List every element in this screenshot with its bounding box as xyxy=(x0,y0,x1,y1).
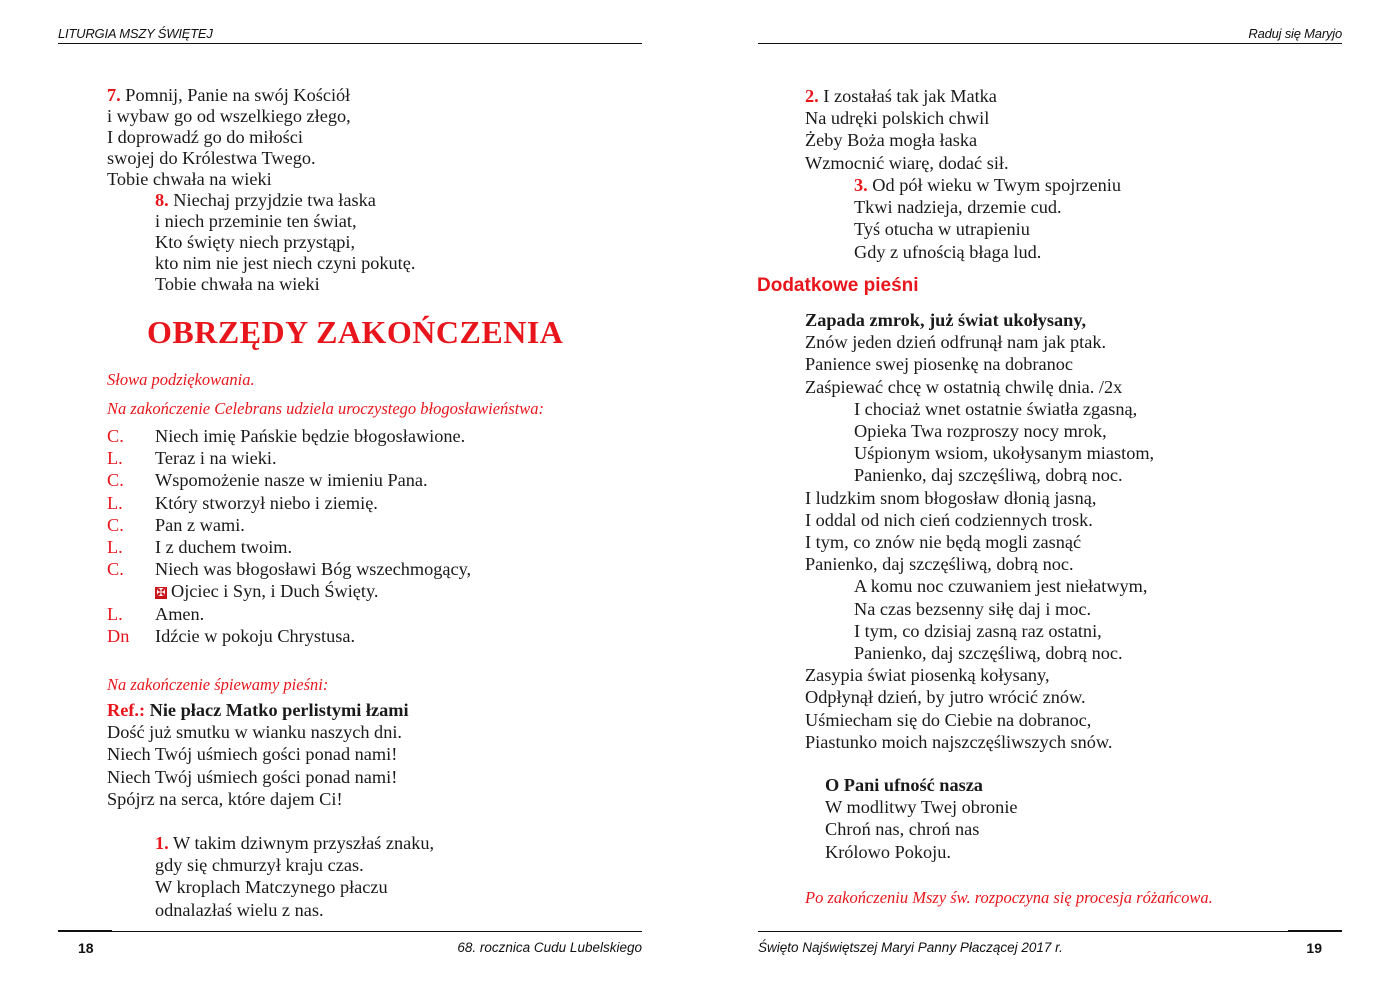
running-header-left: LITURGIA MSZY ŚWIĘTEJ xyxy=(58,26,213,41)
song-line: Uśpionym wsiom, ukołysanym miastom, xyxy=(854,443,1155,464)
running-footer-right: Święto Najświętszej Maryi Panny Płaczącej 2017 r. xyxy=(758,940,1063,955)
song-line: Panienko, daj szczęśliwą, dobrą noc. xyxy=(805,554,1074,575)
speaker-label: Dn xyxy=(107,625,130,646)
verse-number: 7. xyxy=(107,85,121,105)
song-line: Zasypia świat piosenką kołysany, xyxy=(805,665,1050,686)
song-line: Zaśpiewać chcę w ostatnią chwilę dnia. /2x xyxy=(805,376,1123,397)
song-line: Królowo Pokoju. xyxy=(825,841,951,862)
refrain-label: Ref.: xyxy=(107,700,146,720)
dialogue-row xyxy=(107,558,471,580)
speaker-label: L. xyxy=(107,603,123,624)
verse-line: Tobie chwała na wieki xyxy=(155,274,320,295)
refrain-line: Niech Twój uśmiech gości ponad nami! xyxy=(107,766,398,787)
dialogue-row xyxy=(107,492,471,514)
verse-line: Na udręki polskich chwil xyxy=(805,108,990,129)
song-line: I oddal od nich cień codziennych trosk. xyxy=(805,509,1093,530)
song-line: I ludzkim snom błogosław dłonią jasną, xyxy=(805,487,1097,508)
song-zapada-zmrok xyxy=(805,309,1154,753)
rubric-procession: Po zakończeniu Mszy św. rozpoczyna się procesja różańcowa. xyxy=(805,888,1213,907)
song-line: Na czas bezsenny siłę daj i moc. xyxy=(854,598,1092,619)
verse-line: W takim dziwnym przyszłaś znaku, xyxy=(172,833,435,853)
dialogue-text: Niech imię Pańskie będzie błogosławione. xyxy=(155,426,466,446)
dialogue-row xyxy=(107,447,471,469)
song-line: Panienko, daj szczęśliwą, dobrą noc. xyxy=(854,465,1123,486)
running-header-right: Raduj się Maryjo xyxy=(1248,26,1342,41)
verse-line: Od pół wieku w Twym spojrzeniu xyxy=(872,175,1122,195)
dialogue-row xyxy=(107,536,471,558)
song-line: Chroń nas, chroń nas xyxy=(825,819,980,840)
dialogue-row xyxy=(107,580,471,602)
header-rule xyxy=(758,43,1342,44)
verse-2 xyxy=(805,85,1009,174)
verse-line: Tkwi nadzieja, drzemie cud. xyxy=(854,197,1062,218)
cross-icon: ✠ xyxy=(156,586,166,600)
verse-number: 8. xyxy=(155,190,169,210)
refrain-line: Spójrz na serca, które dajem Ci! xyxy=(107,788,343,809)
rubric-thanks: Słowa podziękowania. xyxy=(107,370,255,389)
verse-line: Niechaj przyjdzie twa łaska xyxy=(173,190,376,210)
dialogue-text: Wspomożenie nasze w imieniu Pana. xyxy=(155,470,428,491)
running-footer-left: 68. rocznica Cudu Lubelskiego xyxy=(457,940,642,955)
dialogue-row xyxy=(107,514,471,536)
dialogue-row xyxy=(107,603,471,625)
dialogue-text: Amen. xyxy=(155,603,205,624)
song-line: W modlitwy Twej obronie xyxy=(825,797,1018,818)
song-line: A komu noc czuwaniem jest niełatwym, xyxy=(854,576,1148,597)
verse-line: swojej do Królestwa Twego. xyxy=(107,148,316,169)
refrain-line: Dość już smutku w wianku naszych dni. xyxy=(107,722,402,743)
page-number: 19 xyxy=(1306,940,1322,956)
dialogue-row xyxy=(107,425,471,447)
verse-7 xyxy=(107,85,351,190)
song-o-pani xyxy=(825,774,1018,863)
dialogue-row xyxy=(107,469,471,491)
section-heading: Dodatkowe pieśni xyxy=(757,275,919,296)
dialogue-text: Pan z wami. xyxy=(155,514,245,535)
speaker-label: L. xyxy=(107,448,123,469)
verse-line: Gdy z ufnością błaga lud. xyxy=(854,241,1042,262)
dialogue-text: Niech was błogosławi Bóg wszechmogący, xyxy=(155,559,472,580)
refrain-line: Niech Twój uśmiech gości ponad nami! xyxy=(107,744,398,765)
dialogue-text: I z duchem twoim. xyxy=(155,537,293,558)
song-title: O Pani ufność nasza xyxy=(825,775,983,795)
song-line: Panience swej piosenkę na dobranoc xyxy=(805,354,1074,375)
verse-line: Tyś otucha w utrapieniu xyxy=(854,219,1030,240)
rubric-songs: Na zakończenie śpiewamy pieśni: xyxy=(107,675,329,694)
song-line: I tym, co dzisiaj zasną raz ostatni, xyxy=(854,620,1102,641)
refrain xyxy=(107,699,409,810)
footer-rule-accent xyxy=(58,930,112,932)
page-number: 18 xyxy=(78,940,94,956)
speaker-label: C. xyxy=(107,559,124,580)
verse-line: i niech przeminie ten świat, xyxy=(155,211,357,232)
song-line: Piastunko moich najszczęśliwszych snów. xyxy=(805,731,1113,752)
verse-number: 2. xyxy=(805,86,819,106)
speaker-label xyxy=(107,580,155,602)
dialogue-text: Teraz i na wieki. xyxy=(155,448,277,469)
song-line: Odpłynął dzień, by jutro wrócić znów. xyxy=(805,687,1086,708)
song-title: Zapada zmrok, już świat ukołysany, xyxy=(805,310,1087,330)
verse-line: Kto święty niech przystąpi, xyxy=(155,232,356,253)
dialogue-text: Który stworzył niebo i ziemię. xyxy=(155,492,378,513)
verse-number: 1. xyxy=(155,833,169,853)
verse-8 xyxy=(155,190,415,295)
footer-rule xyxy=(112,931,642,932)
song-line: I chociaż wnet ostatnie światła zgasną, xyxy=(854,398,1138,419)
verse-line: I doprowadź go do miłości xyxy=(107,127,303,148)
right-page xyxy=(700,0,1400,990)
verse-3 xyxy=(854,174,1121,263)
song-line: Znów jeden dzień odfrunął nam jak ptak. xyxy=(805,332,1107,353)
verse-number: 3. xyxy=(854,175,868,195)
verse-line: W kroplach Matczynego płaczu xyxy=(155,877,388,898)
dialogue-text: Ojciec i Syn, i Duch Święty. xyxy=(171,581,379,602)
speaker-label: C. xyxy=(107,426,124,446)
speaker-label: L. xyxy=(107,537,123,558)
verse-line: Tobie chwała na wieki xyxy=(107,169,272,190)
speaker-label: C. xyxy=(107,470,124,491)
verse-line: kto nim nie jest niech czyni pokutę. xyxy=(155,253,416,274)
speaker-label: L. xyxy=(107,492,123,513)
song-line: Panienko, daj szczęśliwą, dobrą noc. xyxy=(854,643,1123,664)
verse-line: i wybaw go od wszelkiego złego, xyxy=(107,106,351,127)
verse-line: Żeby Boża mogła łaska xyxy=(805,130,978,151)
song-line: Uśmiecham się do Ciebie na dobranoc, xyxy=(805,709,1092,730)
footer-rule-accent xyxy=(1288,930,1342,932)
section-title: OBRZĘDY ZAKOŃCZENIA xyxy=(147,314,564,350)
verse-line: odnalazłaś wielu z nas. xyxy=(155,899,324,920)
speaker-label: C. xyxy=(107,514,124,535)
song-line: Opieka Twa rozproszy nocy mrok, xyxy=(854,421,1107,442)
footer-rule xyxy=(758,931,1288,932)
verse-line: Pomnij, Panie na swój Kościół xyxy=(125,85,351,105)
rubric-blessing: Na zakończenie Celebrans udziela uroczystego błogosławieństwa: xyxy=(107,399,545,418)
dialogue-row xyxy=(107,625,471,647)
verse-line: I zostałaś tak jak Matka xyxy=(823,86,997,106)
dialogue-text: Idźcie w pokoju Chrystusa. xyxy=(155,625,356,646)
song-line: I tym, co znów nie będą mogli zasnąć xyxy=(805,532,1082,553)
blessing-dialogue xyxy=(107,425,471,647)
verse-1 xyxy=(155,832,434,921)
song-title: Nie płacz Matko perlistymi łzami xyxy=(149,700,409,720)
verse-line: gdy się chmurzył kraju czas. xyxy=(155,855,364,876)
header-rule xyxy=(58,43,642,44)
verse-line: Wzmocnić wiarę, dodać sił. xyxy=(805,152,1009,173)
